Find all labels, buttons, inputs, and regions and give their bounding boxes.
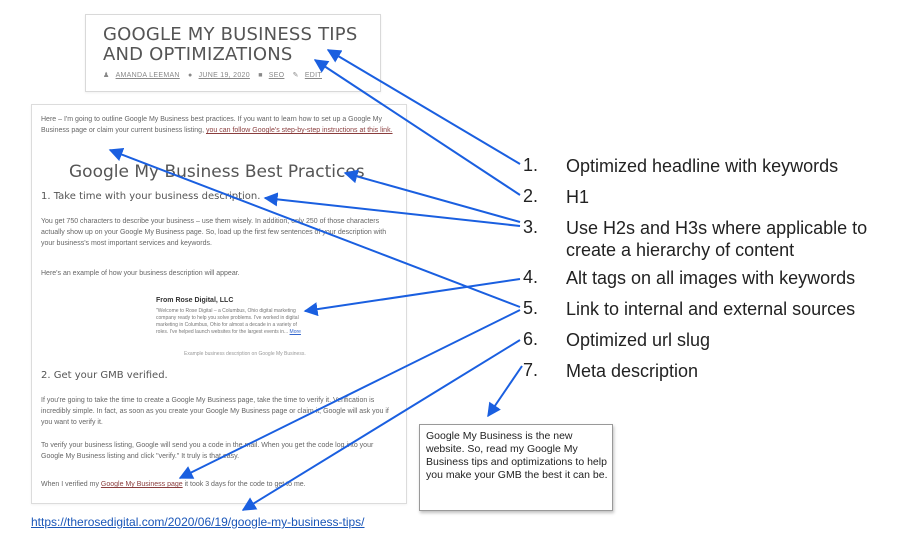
paragraph-1: You get 750 characters to describe your business – use them wisely. In addition, only 250 of those characters actually show up on your Google My Business page. So, load up the first few sentences of your description with your business's most important services and keywords.	[41, 218, 387, 247]
arrow-1-headline	[328, 50, 520, 164]
paragraph-4: To verify your business listing, Google will send you a code in the mail. When you get the code log into your Google My Business listing and click "verify." It truly is that easy.	[41, 442, 374, 460]
para-5-text-b: it took 3 days for the code to get to me.	[184, 481, 306, 488]
legend-item-2: H1	[566, 187, 590, 207]
edit-link[interactable]: EDIT	[304, 72, 322, 79]
url-slug-link[interactable]: https://therosedigital.com/2020/06/19/google-my-business-tips/	[31, 515, 365, 529]
arrow-7-meta	[488, 366, 522, 416]
h3-heading-2: 2. Get your GMB verified.	[41, 370, 168, 381]
h2-heading: Google My Business Best Practices	[69, 162, 365, 182]
intro-text: Here – I'm going to outline Google My Business best practices. If you want to learn how to set up a Google My Business page or claim your current business listing,	[41, 116, 383, 134]
legend-item-5: Link to internal and external sources	[566, 299, 856, 319]
legend-number-3: 3.	[523, 217, 539, 237]
legend-item-4: Alt tags on all images with keywords	[566, 268, 856, 288]
arrow-3-h2	[345, 173, 520, 222]
author-link[interactable]: AMANDA LEEMAN	[115, 72, 180, 79]
legend-number-7: 7.	[523, 360, 539, 380]
paragraph-3: If you're going to take the time to create a Google My Business page, take the time to verify it. Verification is incredibly simple. In fact, as soon as you create your Google My Business page or claim it, Google will ask you if you want to verify it.	[41, 397, 389, 426]
clock-icon: ●	[188, 72, 193, 79]
legend-number-5: 5.	[523, 298, 539, 318]
legend-item-1: Optimized headline with keywords	[566, 156, 839, 176]
embed-more-link[interactable]: More	[289, 329, 301, 335]
legend-number-4: 4.	[523, 267, 539, 287]
h3-heading-1: 1. Take time with your business description.	[41, 191, 261, 202]
arrow-5-link-gmb	[180, 310, 520, 478]
legend-item-6: Optimized url slug	[566, 330, 711, 350]
arrow-5-link-intro	[110, 150, 520, 307]
embed-body: "Welcome to Rose Digital – a Columbus, Ohio digital marketing company ready to help you solve problems. I've worked in digital marketing in Columbus, Ohio for almost a decade in a variety of roles. I've helped launch websites for the largest events in...	[156, 308, 299, 335]
legend-number-2: 2.	[523, 186, 539, 206]
google-instructions-link[interactable]: you can follow Google's step-by-step instructions at this link.	[205, 127, 393, 134]
legend-item-7: Meta description	[566, 361, 699, 381]
embed-title: From Rose Digital, LLC	[156, 297, 234, 304]
arrow-2-h1	[315, 60, 520, 195]
folder-icon: ■	[258, 72, 263, 79]
image-caption: Example business description on Google My Business.	[184, 351, 306, 357]
paragraph-2: Here's an example of how your business description will appear.	[41, 270, 240, 277]
pencil-icon: ✎	[292, 72, 299, 79]
gmb-page-link[interactable]: Google My Business page	[100, 481, 183, 488]
legend-number-1: 1.	[523, 155, 539, 175]
meta-description-text: Google My Business is the new website. So, read my Google My Business tips and optimizations to help you make your GMB the best it can be.	[426, 430, 608, 481]
date-link[interactable]: JUNE 19, 2020	[198, 72, 250, 79]
post-title: GOOGLE MY BUSINESS TIPS AND OPTIMIZATIONS	[103, 24, 358, 65]
para-5-text-a: When I verified my	[41, 481, 99, 488]
category-link[interactable]: SEO	[268, 72, 285, 79]
legend-item-3: Use H2s and H3s where applicable to create a hierarchy of content	[566, 218, 868, 260]
legend-number-6: 6.	[523, 329, 539, 349]
author-icon: ♟	[103, 72, 110, 79]
arrow-6-url	[243, 340, 520, 510]
